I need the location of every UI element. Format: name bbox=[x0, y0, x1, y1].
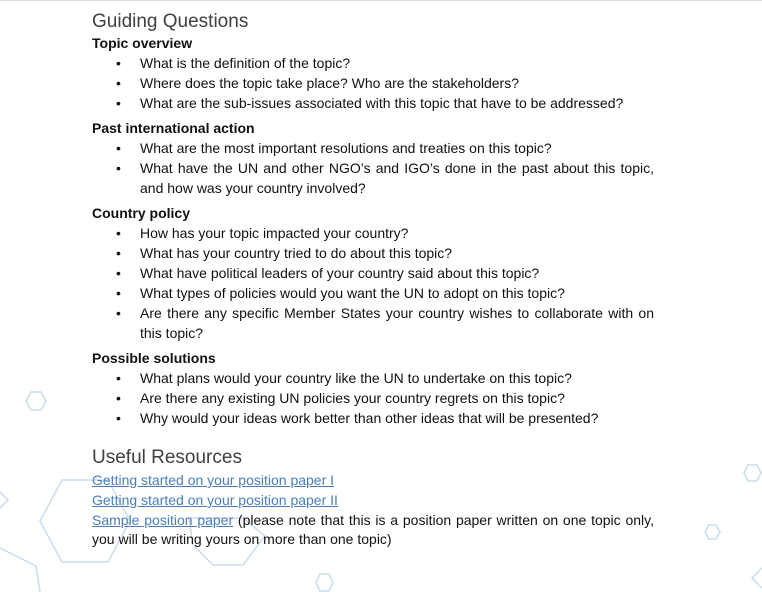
bullet-icon: • bbox=[116, 160, 121, 176]
bullet-icon: • bbox=[116, 390, 121, 406]
list-item-text: What are the most important resolutions and treaties on this topic? bbox=[140, 140, 552, 156]
list-item-text: What plans would your country like the UN to undertake on this topic? bbox=[140, 370, 572, 386]
bullet-list bbox=[92, 368, 654, 428]
resource-link-1[interactable]: Getting started on your position paper I bbox=[92, 472, 335, 488]
list-item bbox=[92, 303, 654, 343]
list-item bbox=[92, 408, 654, 428]
list-item bbox=[92, 263, 654, 283]
list-item bbox=[92, 283, 654, 303]
section-heading: Possible solutions bbox=[92, 350, 216, 366]
document-body bbox=[92, 10, 654, 549]
section-topic-overview bbox=[92, 34, 654, 113]
bullet-icon: • bbox=[116, 410, 121, 426]
list-item-text: What is the definition of the topic? bbox=[140, 55, 351, 71]
list-item-text: Where does the topic take place? Who are the stakeholders? bbox=[140, 75, 519, 91]
list-item bbox=[92, 158, 654, 198]
list-item bbox=[92, 388, 654, 408]
list-item-text: What are the sub-issues associated with this topic that have to be addressed? bbox=[140, 95, 624, 111]
bullet-icon: • bbox=[116, 265, 121, 281]
resource-link-2[interactable]: Getting started on your position paper II bbox=[92, 492, 338, 508]
bullet-icon: • bbox=[116, 55, 121, 71]
list-item-text: Why would your ideas work better than other ideas that will be presented? bbox=[140, 410, 599, 426]
bullet-icon: • bbox=[116, 140, 121, 156]
bullet-icon: • bbox=[116, 95, 121, 111]
section-heading: Past international action bbox=[92, 120, 255, 136]
bullet-list bbox=[92, 53, 654, 113]
bullet-icon: • bbox=[116, 75, 121, 91]
list-item bbox=[92, 73, 654, 93]
bullet-icon: • bbox=[116, 225, 121, 241]
section-past-international-action bbox=[92, 119, 654, 198]
useful-resources-section bbox=[92, 446, 654, 549]
list-item bbox=[92, 223, 654, 243]
list-item bbox=[92, 368, 654, 388]
resource-link-3[interactable]: Sample position paper bbox=[92, 512, 234, 528]
useful-resources-title: Useful Resources bbox=[92, 447, 242, 468]
list-item-text: What has your country tried to do about this topic? bbox=[140, 245, 453, 261]
section-country-policy bbox=[92, 204, 654, 343]
list-item bbox=[92, 138, 654, 158]
bullet-icon: • bbox=[116, 245, 121, 261]
hexagon-shape bbox=[705, 525, 720, 539]
list-item-text: What have political leaders of your country said about this topic? bbox=[140, 265, 540, 281]
list-item bbox=[92, 243, 654, 263]
hexagon-shape bbox=[26, 392, 46, 410]
list-item bbox=[92, 53, 654, 73]
section-possible-solutions bbox=[92, 349, 654, 428]
bullet-icon: • bbox=[116, 305, 121, 321]
section-heading: Topic overview bbox=[92, 35, 193, 51]
guiding-questions-title: Guiding Questions bbox=[92, 11, 249, 32]
resource-note: (please note that this is a position paper written on one topic only, you will be writing yours on more than one topic) bbox=[92, 512, 654, 547]
list-item bbox=[92, 93, 654, 113]
sample-paper-paragraph bbox=[92, 510, 654, 549]
list-item-text: What types of policies would you want the UN to adopt on this topic? bbox=[140, 285, 565, 301]
bullet-list bbox=[92, 223, 654, 343]
hexagon-shape bbox=[744, 465, 761, 481]
section-heading: Country policy bbox=[92, 205, 191, 221]
list-item-text: How has your topic impacted your country? bbox=[140, 225, 409, 241]
bullet-icon: • bbox=[116, 285, 121, 301]
hexagon-shape bbox=[316, 574, 333, 591]
bullet-icon: • bbox=[116, 370, 121, 386]
bullet-list bbox=[92, 138, 654, 198]
list-item-text: Are there any specific Member States your country wishes to collaborate with on this topic? bbox=[140, 305, 654, 341]
list-item-text: What have the UN and other NGO’s and IGO’s done in the past about this topic, and how was your country involved? bbox=[140, 160, 654, 196]
list-item-text: Are there any existing UN policies your country regrets on this topic? bbox=[140, 390, 565, 406]
